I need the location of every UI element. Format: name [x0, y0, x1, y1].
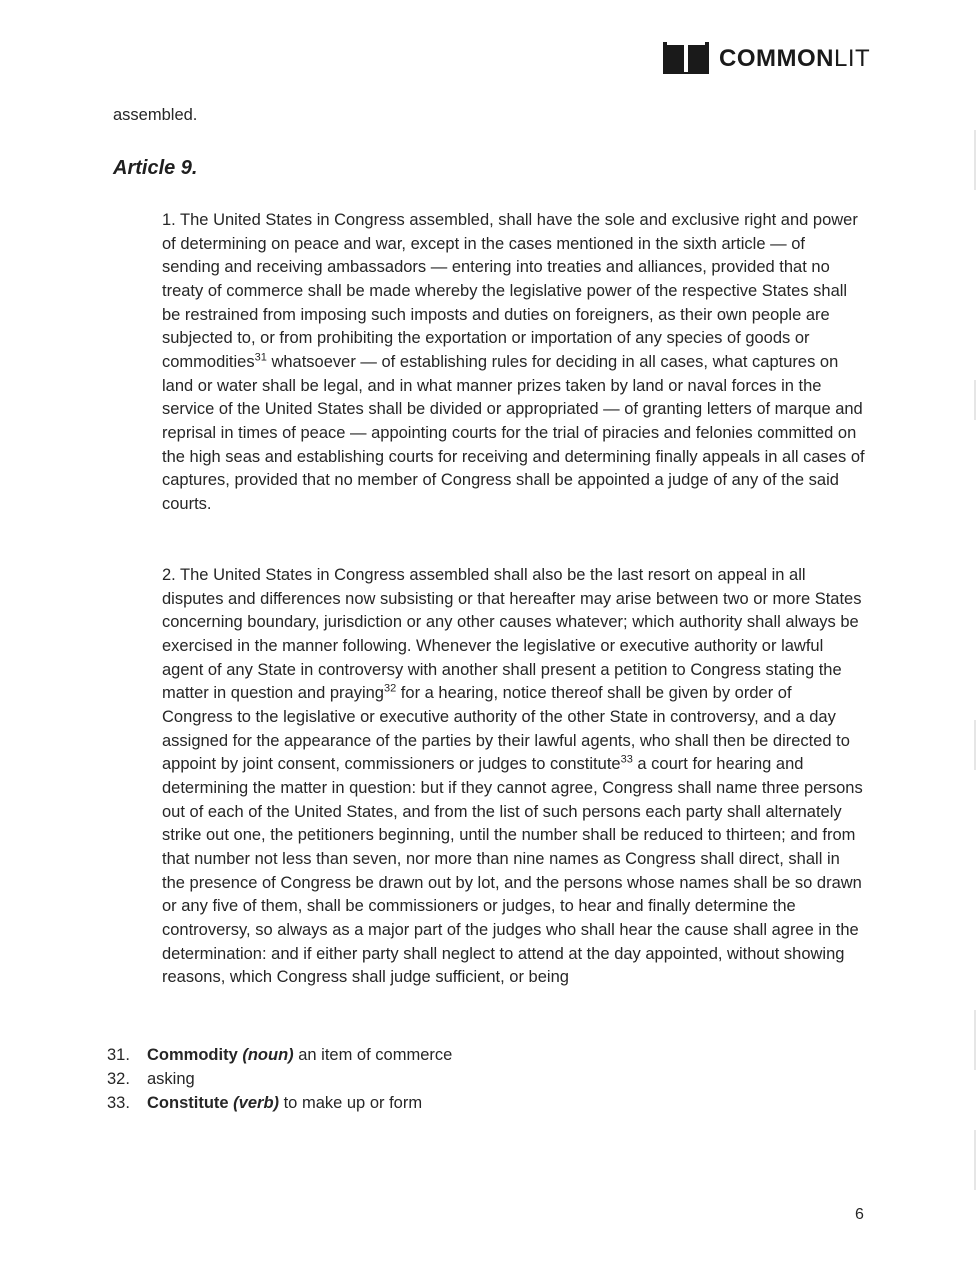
open-book-icon — [663, 42, 709, 76]
scan-edge-mark — [974, 1130, 976, 1190]
brand-logo — [663, 42, 870, 76]
paragraph-text: for a hearing, notice thereof shall be given by order of Congress to the legislative or executive authority of the other State in controversy, and a day assigned for the appearance of the parties by their lawful agents, who shall then be directed to appoint by joint consent, commissioners or judges to constitute — [162, 684, 850, 774]
article-paragraph-2 — [162, 564, 865, 990]
footnote-part-of-speech: (noun) — [242, 1046, 294, 1064]
footnote-definition: asking — [147, 1070, 195, 1088]
footnote-item — [107, 1091, 452, 1115]
article-paragraph-1 — [162, 209, 865, 517]
footnote-ref[interactable]: 33 — [620, 753, 633, 766]
scan-edge-mark — [974, 1010, 976, 1070]
page-number: 6 — [855, 1206, 864, 1223]
paragraph-text: a court for hearing and determining the matter in question: but if they cannot agree, Congress shall name three persons out of each of the United States, and from the list of such persons each party shall alternately strike out one, the petitioners beginning, until the number shall be reduced to thirteen; and from that number not less than seven, nor more than nine names as Congress shall direct, shall in the presence of Congress be drawn out by lot, and the persons whose names shall be so drawn or any five of them, shall be commissioners or judges, to hear and finally determine the controversy, so always as a major part of the judges who shall hear the cause shall agree in the determination: and if either party shall neglect to attend at the day appointed, without showing reasons, which Congress shall judge sufficient, or being — [162, 755, 863, 987]
footnote-definition: to make up or form — [279, 1094, 423, 1112]
footnote-term: Constitute — [147, 1094, 229, 1112]
continuation-text: assembled. — [113, 106, 198, 124]
footnote-ref[interactable]: 31 — [254, 351, 267, 364]
brand-light: LIT — [833, 45, 871, 72]
scan-edge-mark — [974, 130, 976, 190]
footnotes-list — [107, 1043, 452, 1115]
brand-bold: COMMON — [719, 45, 834, 72]
paragraph-text: 1. The United States in Congress assembled, shall have the sole and exclusive right and power of determining on peace and war, except in the cases mentioned in the sixth article — of sending and receiving ambassadors — entering into treaties and alliances, provided that no treaty of commerce shall be made whereby the legislative power of the respective States shall be restrained from imposing such imposts and duties on foreigners, as their own people are subjected to, or from prohibiting the exportation or importation of any species of goods or commodities — [162, 211, 858, 371]
brand-wordmark — [719, 42, 870, 76]
footnote-term: Commodity — [147, 1046, 238, 1064]
paragraph-text: 2. The United States in Congress assembled shall also be the last resort on appeal in all disputes and differences now subsisting or that hereafter may arise between two or more States concerning boundary, jurisdiction or any other causes whatever; which authority shall always be exercised in the manner following. Whenever the legislative or executive authority or lawful agent of any State in controversy with another shall present a petition to Congress stating the matter in question and praying — [162, 566, 862, 703]
footnote-ref[interactable]: 32 — [383, 682, 397, 695]
paragraph-text: whatsoever — of establishing rules for deciding in all cases, what captures on land or water shall be legal, and in what manner prizes taken by land or naval forces in the service of the United States shall be divided or appropriated — of granting letters of marque and reprisal in times of peace — appointing courts for the trial of piracies and felonies committed on the high seas and establishing courts for receiving and determining finally appeals in all cases of captures, provided that no member of Congress shall be appointed a judge of any of the said courts. — [162, 352, 865, 513]
footnote-part-of-speech: (verb) — [233, 1094, 280, 1112]
footnote-definition: an item of commerce — [293, 1046, 453, 1064]
footnote-number: 33. — [107, 1094, 130, 1112]
scan-edge-mark — [974, 720, 976, 770]
footnote-item — [107, 1067, 452, 1091]
scan-edge-mark — [974, 380, 976, 420]
footnote-item — [107, 1043, 452, 1067]
footnote-number: 32. — [107, 1070, 130, 1088]
footnote-number: 31. — [107, 1046, 130, 1064]
article-heading: Article 9. — [113, 157, 198, 179]
